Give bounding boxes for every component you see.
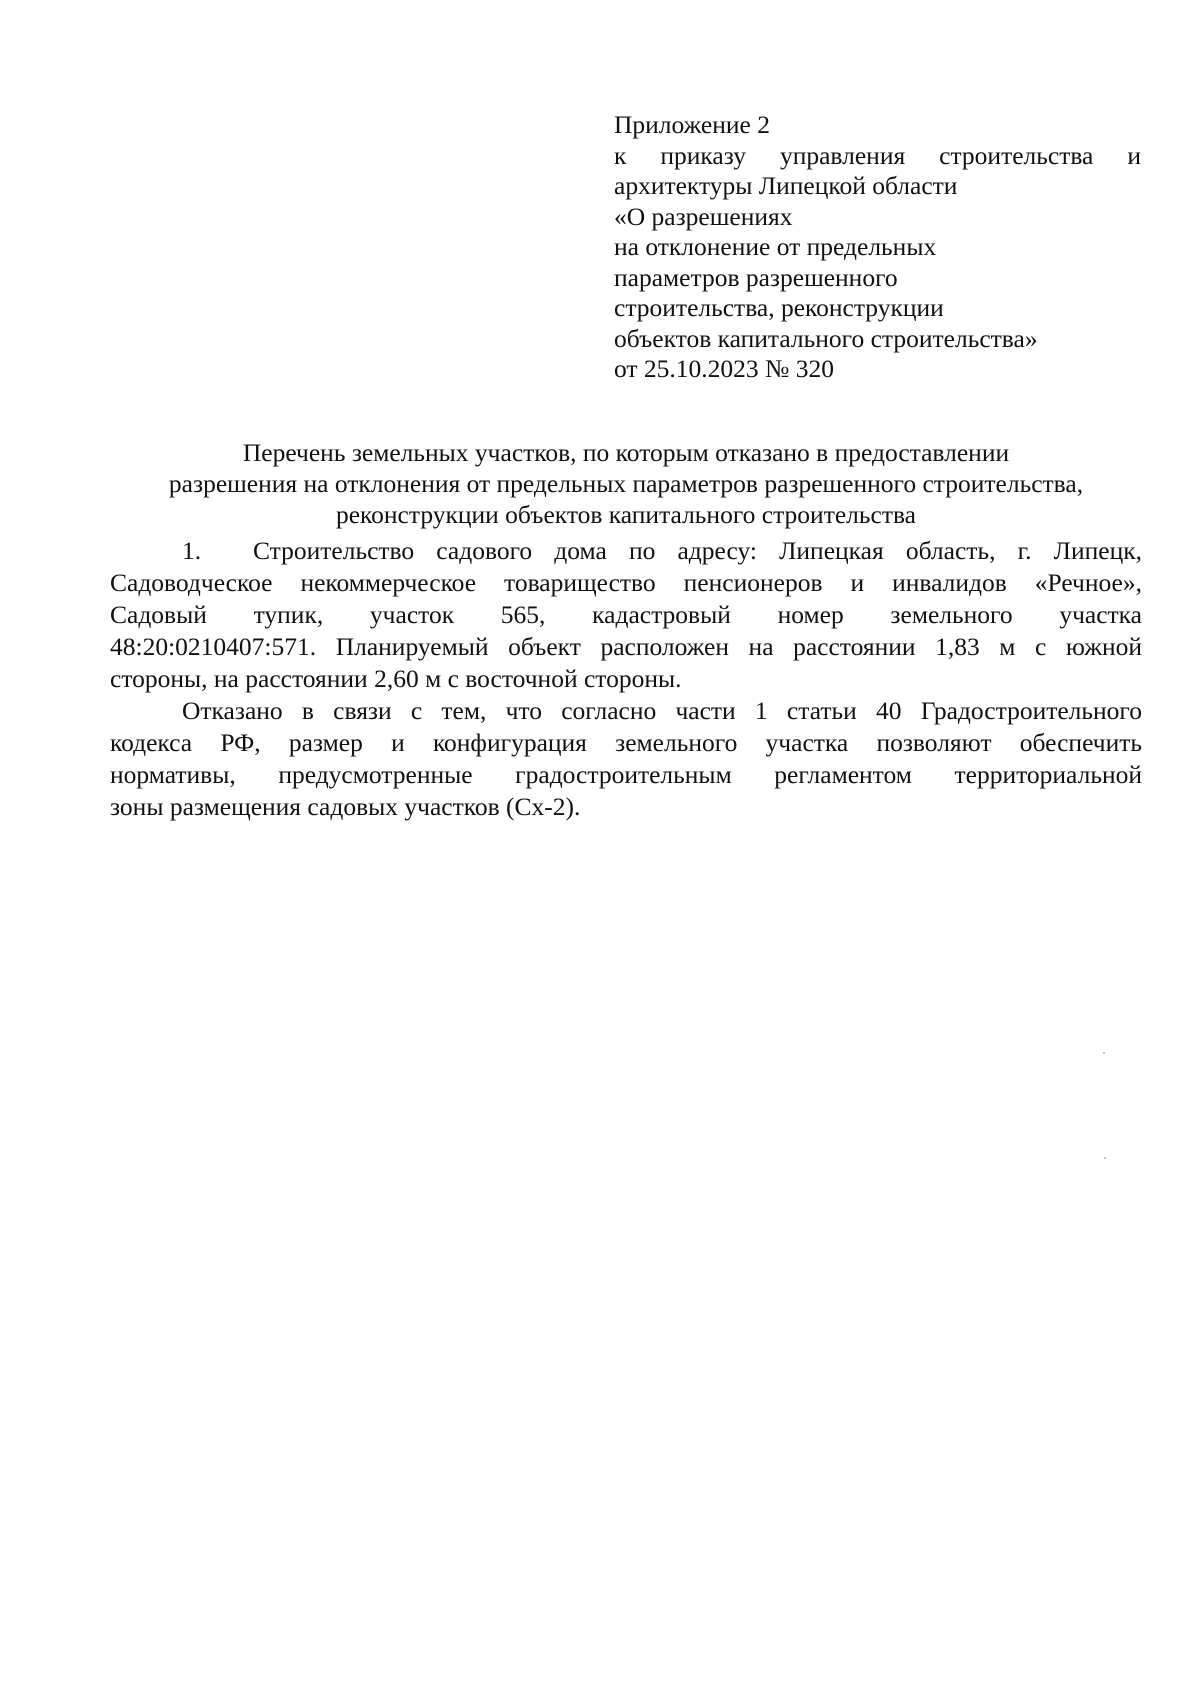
item-line: Садовый тупик, участок 565, кадастровый номер земельного участка	[110, 600, 1142, 629]
appendix-header	[614, 110, 1141, 385]
appendix-line: параметров разрешенного	[614, 262, 898, 292]
appendix-date-number: от 25.10.2023 № 320	[614, 354, 835, 383]
refusal-line: зоны размещения садовых участков (Сх-2).	[110, 792, 581, 821]
refusal-line: кодекса РФ, размер и конфигурация земельного участка позволяют обеспечить	[110, 728, 1142, 757]
appendix-line: строительства, реконструкции	[614, 293, 944, 322]
scan-speck	[1104, 1157, 1106, 1159]
refusal-line: Отказано в связи с тем, что согласно части 1 статьи 40 Градостроительного	[182, 696, 1142, 725]
list-item	[110, 535, 1142, 695]
refusal-line: нормативы, предусмотренные градостроительным регламентом территориальной	[110, 760, 1142, 789]
title-line: Перечень земельных участков, по которым отказано в предоставлении	[242, 438, 1010, 467]
title-line: разрешения на отклонения от предельных параметров разрешенного строительства,	[168, 469, 1084, 498]
appendix-line: к приказу управления строительства и	[614, 140, 1141, 170]
item-first-line	[110, 535, 1142, 567]
refusal-paragraph	[110, 695, 1142, 823]
document-body	[110, 535, 1142, 823]
item-number: 1.	[182, 536, 202, 565]
appendix-line: «О разрешениях	[614, 201, 793, 231]
appendix-line: на отклонение от предельных	[614, 232, 937, 261]
item-line: стороны, на расстоянии 2,60 м с восточной стороны.	[110, 664, 682, 693]
item-line: Садоводческое некоммерческое товарищество пенсионеров и инвалидов «Речное»,	[110, 568, 1142, 597]
item-line: 48:20:0210407:571. Планируемый объект расположен на расстоянии 1,83 м с южной	[110, 632, 1142, 661]
appendix-number: Приложение 2	[614, 110, 770, 139]
document-title	[110, 437, 1142, 530]
appendix-line: объектов капитального строительства»	[614, 323, 1038, 353]
item-text: Строительство садового дома по адресу: Липецкая область, г. Липецк,	[253, 536, 1142, 565]
title-line: реконструкции объектов капитального строительства	[335, 500, 916, 529]
appendix-line: архитектуры Липецкой области	[614, 171, 958, 200]
scan-speck	[1103, 1052, 1105, 1054]
